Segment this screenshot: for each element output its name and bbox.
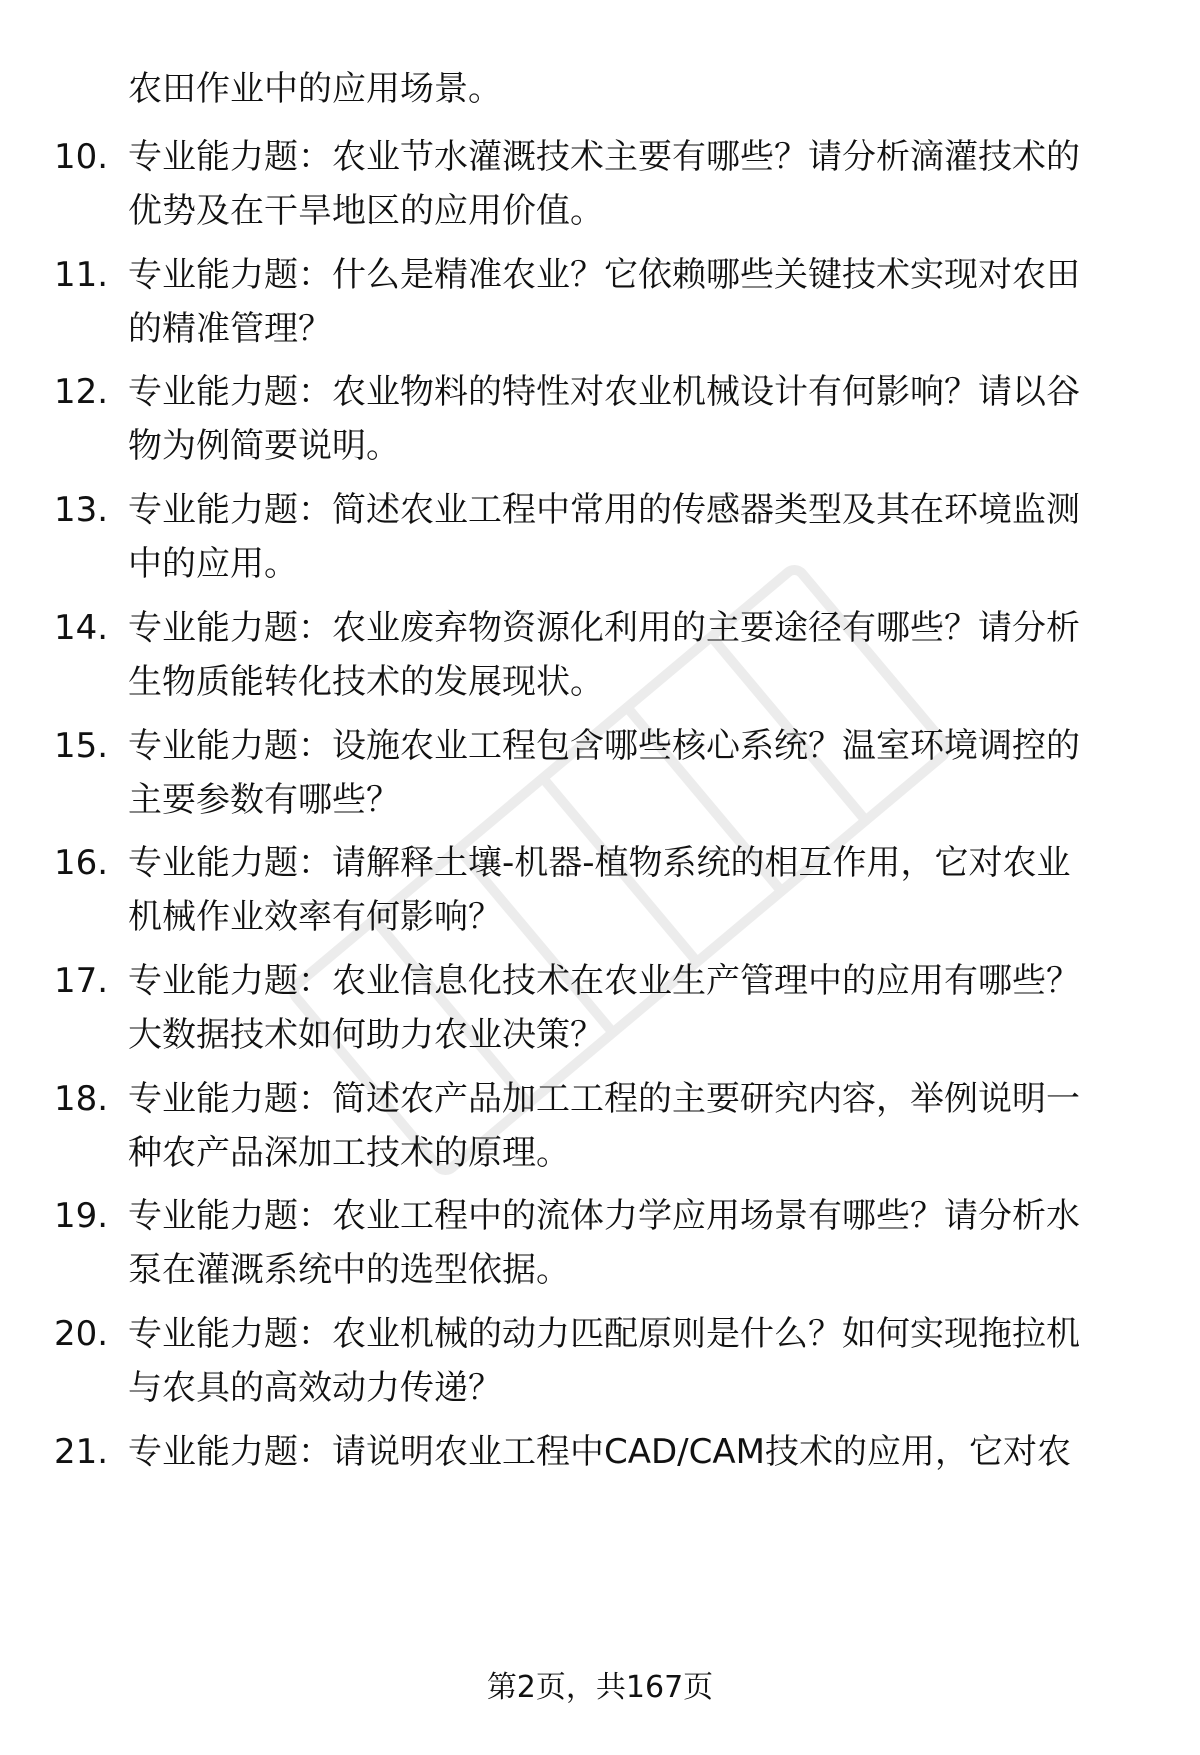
question-number: 10. — [54, 137, 109, 177]
question-line: 专业能力题：农业信息化技术在农业生产管理中的应用有哪些？ — [128, 961, 1080, 1001]
question-line: 与农具的高效动力传递？ — [128, 1368, 502, 1408]
question-number: 11. — [54, 255, 109, 295]
question-line: 生物质能转化技术的发展现状。 — [128, 662, 604, 702]
question-number: 19. — [54, 1196, 109, 1236]
question-line: 种农产品深加工技术的原理。 — [128, 1133, 570, 1173]
question-line: 专业能力题：请说明农业工程中CAD/CAM技术的应用，它对农 — [128, 1432, 1071, 1472]
page-footer: 第2页，共167页 — [486, 1670, 714, 1705]
question-line: 专业能力题：农业物料的特性对农业机械设计有何影响？请以谷 — [128, 372, 1080, 412]
question-text — [128, 836, 1138, 944]
question-text — [128, 130, 1138, 238]
question-line: 物为例简要说明。 — [128, 426, 400, 466]
question-text — [128, 1072, 1138, 1180]
question-number: 12. — [54, 372, 109, 412]
question-number: 17. — [54, 961, 109, 1001]
question-text — [128, 248, 1138, 356]
question-text — [128, 1189, 1138, 1297]
question-text — [128, 365, 1138, 473]
question-line: 主要参数有哪些？ — [128, 780, 400, 820]
question-number: 16. — [54, 843, 109, 883]
question-line: 泵在灌溉系统中的选型依据。 — [128, 1250, 570, 1290]
question-text — [128, 601, 1138, 709]
question-text — [128, 1425, 1138, 1479]
question-number: 21. — [54, 1432, 109, 1472]
question-line: 大数据技术如何助力农业决策？ — [128, 1015, 604, 1055]
continuation-text: 农田作业中的应用场景。 — [128, 69, 502, 109]
question-line: 专业能力题：农业工程中的流体力学应用场景有哪些？请分析水 — [128, 1196, 1080, 1236]
question-line: 优势及在干旱地区的应用价值。 — [128, 191, 604, 231]
question-line: 专业能力题：农业废弃物资源化利用的主要途径有哪些？请分析 — [128, 608, 1080, 648]
question-number: 15. — [54, 726, 109, 766]
question-line: 专业能力题：设施农业工程包含哪些核心系统？温室环境调控的 — [128, 726, 1080, 766]
question-line: 专业能力题：请解释土壤-机器-植物系统的相互作用，它对农业 — [128, 843, 1071, 883]
question-line: 中的应用。 — [128, 544, 298, 584]
question-line: 专业能力题：什么是精准农业？它依赖哪些关键技术实现对农田 — [128, 255, 1080, 295]
question-number: 18. — [54, 1079, 109, 1119]
question-text — [128, 483, 1138, 591]
question-number: 20. — [54, 1314, 109, 1354]
question-text — [128, 719, 1138, 827]
question-text — [128, 954, 1138, 1062]
question-line: 专业能力题：农业机械的动力匹配原则是什么？如何实现拖拉机 — [128, 1314, 1080, 1354]
question-line: 专业能力题：农业节水灌溉技术主要有哪些？请分析滴灌技术的 — [128, 137, 1080, 177]
question-line: 机械作业效率有何影响？ — [128, 897, 502, 937]
question-line: 的精准管理？ — [128, 309, 332, 349]
question-text — [128, 1307, 1138, 1415]
question-line: 专业能力题：简述农产品加工工程的主要研究内容，举例说明一 — [128, 1079, 1080, 1119]
question-line: 专业能力题：简述农业工程中常用的传感器类型及其在环境监测 — [128, 490, 1080, 530]
question-number: 13. — [54, 490, 109, 530]
question-number: 14. — [54, 608, 109, 648]
